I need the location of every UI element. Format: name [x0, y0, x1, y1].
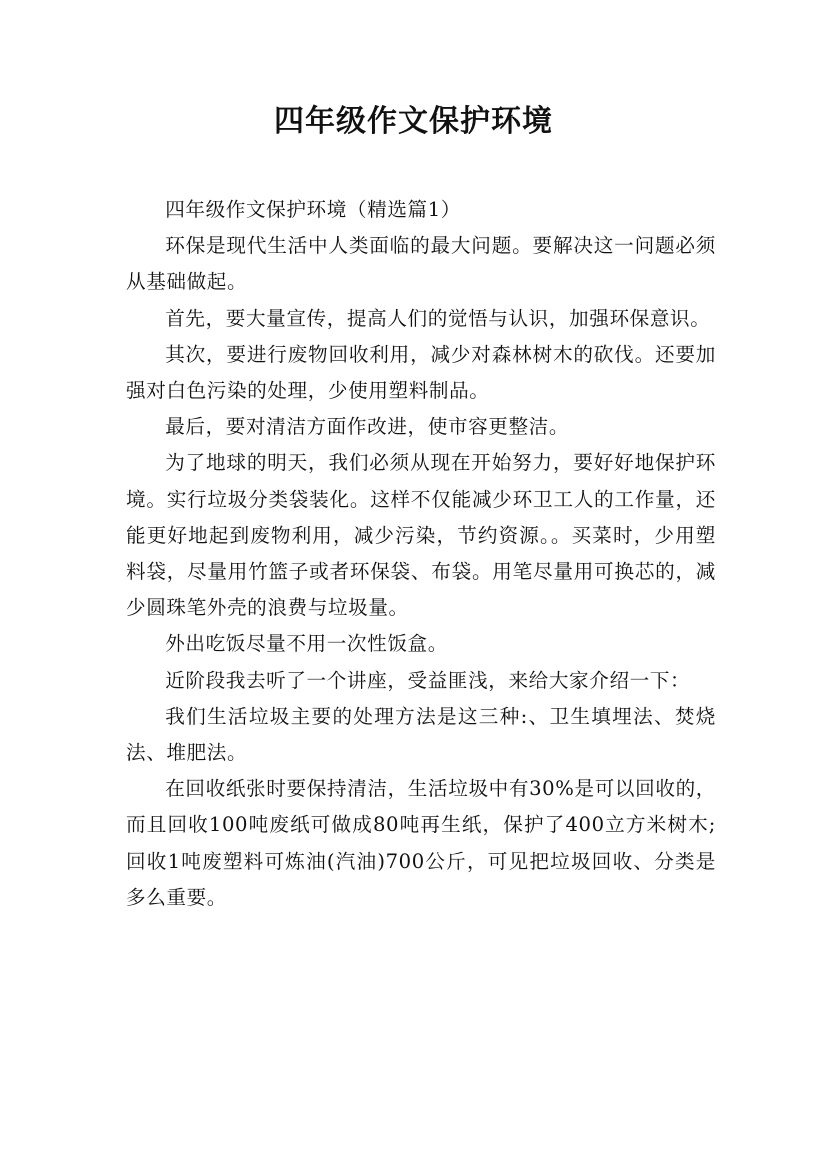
paragraph: 为了地球的明天，我们必须从现在开始努力，要好好地保护环境。实行垃圾分类袋装化。这样不仅能减少环卫工人的工作量，还能更好地起到废物利用，减少污染，节约资源。。买菜时，少用塑料袋，尽量用竹篮子或者环保袋、布袋。用笔尽量用可换芯的，减少圆珠笔外壳的浪费与垃圾量。: [126, 451, 716, 620]
paragraph: 近阶段我去听了一个讲座，受益匪浅，来给大家介绍一下：: [165, 668, 691, 692]
paragraph: 环保是现代生活中人类面临的最大问题。要解决这一问题必须从基础做起。: [126, 234, 716, 294]
section-heading: 四年级作文保护环境（精选篇1）: [165, 198, 461, 221]
paragraph: 外出吃饭尽量不用一次性饭盒。: [165, 632, 448, 656]
paragraph: 最后，要对清洁方面作改进，使市容更整洁。: [165, 415, 570, 439]
document-body: [126, 192, 716, 916]
paragraph: 在回收纸张时要保持清洁，生活垃圾中有30%是可以回收的，而且回收100吨废纸可做成80吨再生纸，保护了400立方米树木;回收1吨废塑料可炼油(汽油)700公斤，可见把垃圾回收、分类是多么重要。: [126, 777, 716, 909]
paragraph: 我们生活垃圾主要的处理方法是这三种:、卫生填埋法、焚烧法、堆肥法。: [126, 704, 716, 765]
document-title: 四年级作文保护环境: [274, 104, 553, 139]
paragraph: 首先，要大量宣传，提高人们的觉悟与认识，加强环保意识。: [165, 306, 711, 330]
paragraph: 其次，要进行废物回收利用，减少对森林树木的砍伐。还要加强对白色污染的处理，少使用塑料制品。: [126, 342, 716, 403]
